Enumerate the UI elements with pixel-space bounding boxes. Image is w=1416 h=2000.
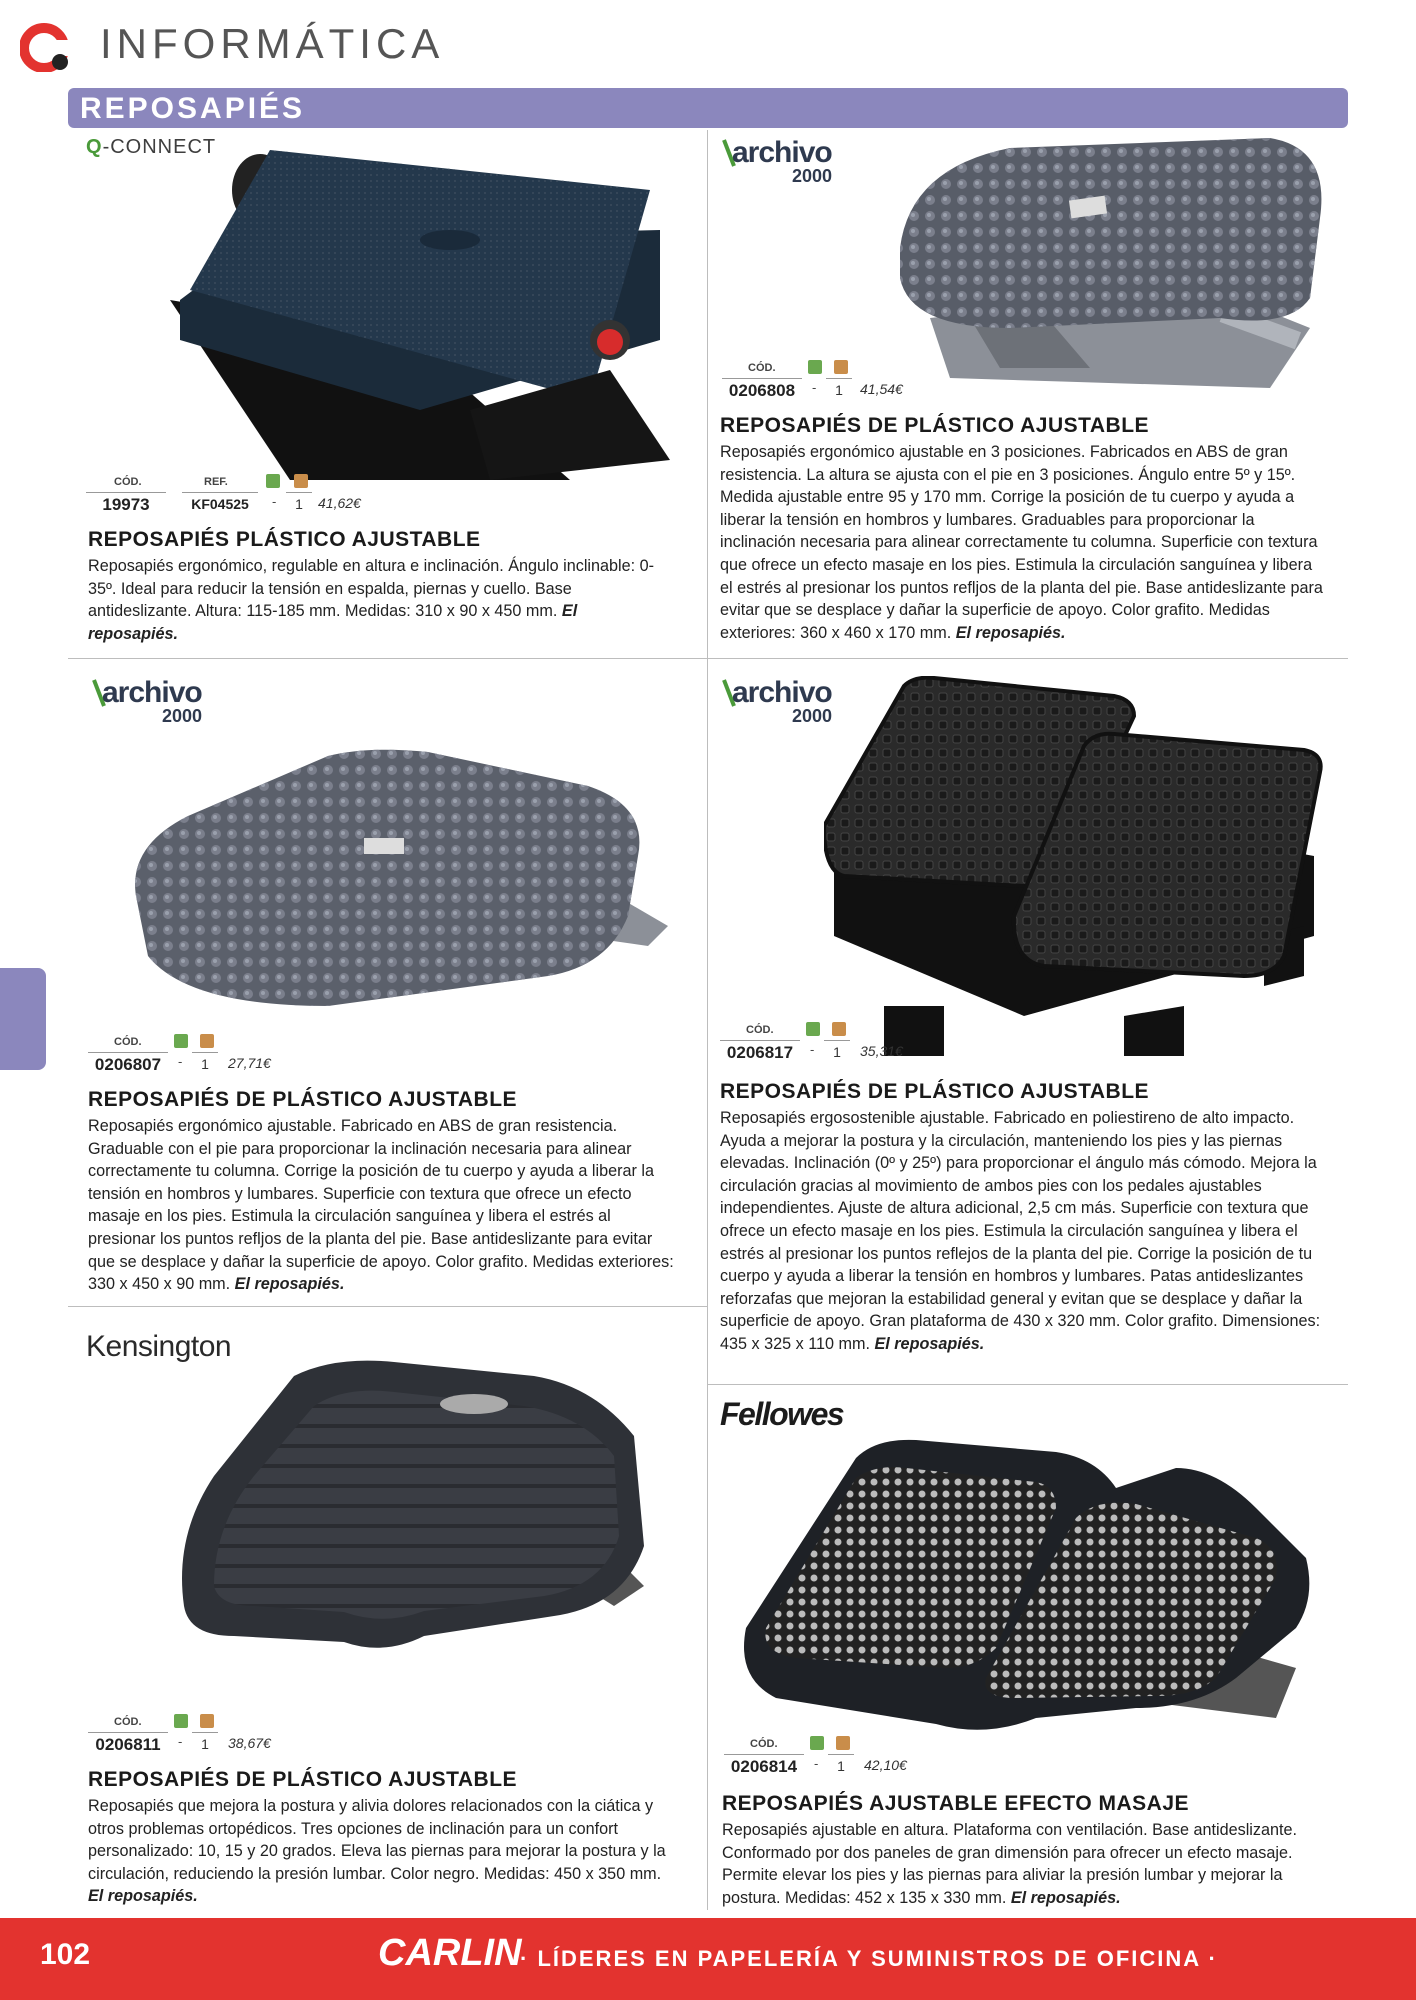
brand-name: archivo	[732, 676, 832, 709]
product-price: 38,67€	[228, 1735, 271, 1751]
product-description	[88, 1115, 680, 1296]
product-title: REPOSAPIÉS AJUSTABLE EFECTO MASAJE	[722, 1792, 1190, 1815]
column-divider	[707, 130, 708, 1910]
footer-tagline: · LÍDERES EN PAPELERÍA Y SUMINISTROS DE OFICINA ·	[520, 1946, 1218, 1971]
row-divider	[68, 1306, 707, 1307]
code-block	[88, 1716, 308, 1760]
brand-sub: 2000	[792, 166, 833, 186]
description-text: Reposapiés ergonómico, regulable en altura e inclinación. Ángulo inclinable: 0-35º. Ideal para reducir la tensión en espalda, piernas y cuello. Base antideslizante. Altura: 115-185 mm. Medidas: 310 x 90 x 450 mm.	[88, 557, 655, 621]
product-title: REPOSAPIÉS DE PLÁSTICO AJUSTABLE	[720, 1080, 1150, 1103]
brand-name: archivo	[102, 676, 202, 709]
product-title: REPOSAPIÉS PLÁSTICO AJUSTABLE	[88, 528, 481, 551]
code-label: CÓD.	[114, 1036, 142, 1048]
row-divider	[68, 658, 1348, 659]
eco-icon	[808, 360, 822, 374]
box-icon	[834, 360, 848, 374]
description-tail: El reposapiés.	[955, 623, 1066, 642]
section-bar	[68, 88, 1348, 128]
product-description	[720, 441, 1325, 644]
code-label: CÓD.	[114, 476, 142, 488]
brand-logo: Q-CONNECT	[86, 136, 217, 158]
brand-logo	[92, 676, 232, 728]
product-qty: 1	[826, 378, 852, 398]
eco-icon	[810, 1736, 824, 1750]
product-qty: 1	[192, 1732, 218, 1752]
product-code: 0206817	[720, 1040, 800, 1063]
carlin-logo-icon	[20, 22, 72, 72]
description-tail: El reposapiés.	[234, 1275, 345, 1294]
section-title: REPOSAPIÉS	[80, 92, 306, 125]
product-image	[890, 128, 1330, 388]
product-qty: 1	[828, 1754, 854, 1774]
product-ref: KF04525	[182, 492, 258, 512]
code-block	[720, 1024, 940, 1068]
description-text: Reposapiés ajustable en altura. Plataforma con ventilación. Base antideslizante. Conformado por dos paneles de gran dimensión para ofrecer un efecto masaje. Permite elevar los pies y las piernas para aliviar la presión lumbar y mejorar la postura. Medidas: 452 x 135 x 330 mm.	[722, 1821, 1298, 1907]
box-icon	[832, 1022, 846, 1036]
code-block	[86, 476, 366, 520]
side-tab	[0, 968, 46, 1070]
eco-icon	[806, 1022, 820, 1036]
code-dash: -	[272, 494, 277, 509]
code-block	[724, 1738, 944, 1782]
eco-icon	[174, 1034, 188, 1048]
product-title: REPOSAPIÉS DE PLÁSTICO AJUSTABLE	[88, 1088, 518, 1111]
page-number: 102	[40, 1938, 91, 1971]
product-title: REPOSAPIÉS DE PLÁSTICO AJUSTABLE	[720, 414, 1150, 437]
code-label: CÓD.	[746, 1024, 774, 1036]
description-text: Reposapiés que mejora la postura y alivia dolores relacionados con la ciática y otros problemas ortopédicos. Tres opciones de inclinación para un confort personalizado: 10, 15 y 20 grados. Eleva las piernas para mejorar la postura y la circulación, reduciendo la presión lumbar. Color negro. Medidas: 450 x 350 mm.	[88, 1797, 666, 1883]
product-title: REPOSAPIÉS DE PLÁSTICO AJUSTABLE	[88, 1768, 518, 1791]
code-dash: -	[178, 1054, 183, 1069]
box-icon	[836, 1736, 850, 1750]
product-description	[88, 1795, 680, 1908]
code-label: CÓD.	[750, 1738, 778, 1750]
product-image	[174, 1356, 654, 1656]
row-divider	[707, 1384, 1348, 1385]
product-code: 0206808	[722, 378, 802, 401]
description-text: Reposapiés ergosostenible ajustable. Fabricado en poliestireno de alto impacto. Ayuda a mejorar la postura y la circulación, manteniendo los pies y las piernas elevadas. Inclinación (0º y 25º) para proporcionar el ángulo más cómodo. Mejora la circulación gracias al movimiento de ambos pies con los pedales ajustables independientes. Ajuste de altura adicional, 2,5 cm más. Superficie con textura que ofrece un efecto masaje en los pies. Estimula la circulación sanguínea y libera el estrés al presionar los puntos reflejos de la planta del pie. Corrige la posición de tu cuerpo y ayuda a liberar la tensión en hombros y lumbares. Patas antideslizantes reforzafas que mejoran la estabilidad general y evitan que se desplace y dañar la superficie de apoyo. Gran plataforma de 430 x 320 mm. Color grafito. Dimensiones: 435 x 325 x 110 mm.	[720, 1109, 1321, 1353]
footer-brand: CARLIN	[378, 1932, 522, 1974]
code-label: CÓD.	[114, 1716, 142, 1728]
box-icon	[200, 1714, 214, 1728]
description-text: Reposapiés ergonómico ajustable. Fabricado en ABS de gran resistencia. Graduable con el pie para proporcionar la inclinación necesaria para alinear correctamente tu columna. Corrige la posición de tu cuerpo y ayuda a liberar la tensión en hombros y lumbares. Superficie con textura que ofrece un efecto masaje en los pies. Estimula la circulación sanguínea y libera el estrés al presionar los puntos refljos de la planta del pie. Base antideslizante para evitar que se desplace y dañar la superficie de apoyo. Color grafito. Medidas exteriores: 330 x 450 x 90 mm.	[88, 1117, 674, 1294]
product-image	[170, 130, 690, 480]
brand-logo	[722, 136, 862, 188]
description-tail: El reposapiés.	[88, 602, 578, 643]
brand-logo: Kensington	[86, 1330, 232, 1363]
footer	[0, 1918, 1416, 2000]
code-block	[722, 362, 942, 406]
brand-logo: Fellowes	[720, 1396, 844, 1432]
product-price: 41,62€	[318, 495, 361, 511]
page-title: INFORMÁTICA	[100, 20, 445, 67]
product-description	[720, 1107, 1325, 1356]
brand-name: archivo	[732, 136, 832, 169]
code-dash: -	[178, 1734, 183, 1749]
description-tail: El reposapiés.	[88, 1887, 198, 1906]
product-code: 19973	[86, 492, 166, 515]
code-dash: -	[814, 1756, 819, 1771]
product-description	[722, 1819, 1322, 1909]
product-code: 0206811	[88, 1732, 168, 1755]
code-dash: -	[812, 380, 817, 395]
product-image	[824, 676, 1324, 1056]
brand-sub: 2000	[792, 706, 833, 726]
description-tail: El reposapiés.	[1010, 1888, 1121, 1907]
description-tail: El reposapiés.	[874, 1334, 985, 1353]
brand-sub: 2000	[162, 706, 203, 726]
code-dash: -	[810, 1042, 815, 1057]
product-price: 41,54€	[860, 381, 903, 397]
product-description	[88, 555, 663, 645]
product-qty: 1	[286, 492, 312, 512]
product-qty: 1	[824, 1040, 850, 1060]
box-icon	[294, 474, 308, 488]
product-image	[128, 746, 678, 1006]
product-price: 27,71€	[228, 1055, 271, 1071]
eco-icon	[266, 474, 280, 488]
product-code: 0206814	[724, 1754, 804, 1777]
eco-icon	[174, 1714, 188, 1728]
product-image	[736, 1428, 1316, 1748]
code-block	[88, 1036, 308, 1080]
product-price: 35,31€	[860, 1043, 903, 1059]
box-icon	[200, 1034, 214, 1048]
product-qty: 1	[192, 1052, 218, 1072]
product-price: 42,10€	[864, 1757, 907, 1773]
product-code: 0206807	[88, 1052, 168, 1075]
ref-label: REF.	[204, 476, 228, 488]
code-label: CÓD.	[748, 362, 776, 374]
description-text: Reposapiés ergonómico ajustable en 3 posiciones. Fabricados en ABS de gran resistencia. La altura se ajusta con el pie en 3 posiciones. Ángulo entre 5º y 15º. Medida ajustable entre 95 y 170 mm. Corrige la posición de tu cuerpo y ayuda a liberar la tensión en hombros y lumbares. Graduables para proporcionar la inclinación necesaria para alinear correctamente tu columna. Superficie con textura que ofrece un efecto masaje en los pies. Estimula la circulación sanguínea y libera el estrés al presionar los puntos refljos de la planta del pie. Base antideslizante para evitar que se desplace y dañar la superficie de apoyo. Color grafito. Medidas exteriores: 360 x 460 x 170 mm.	[720, 443, 1323, 642]
